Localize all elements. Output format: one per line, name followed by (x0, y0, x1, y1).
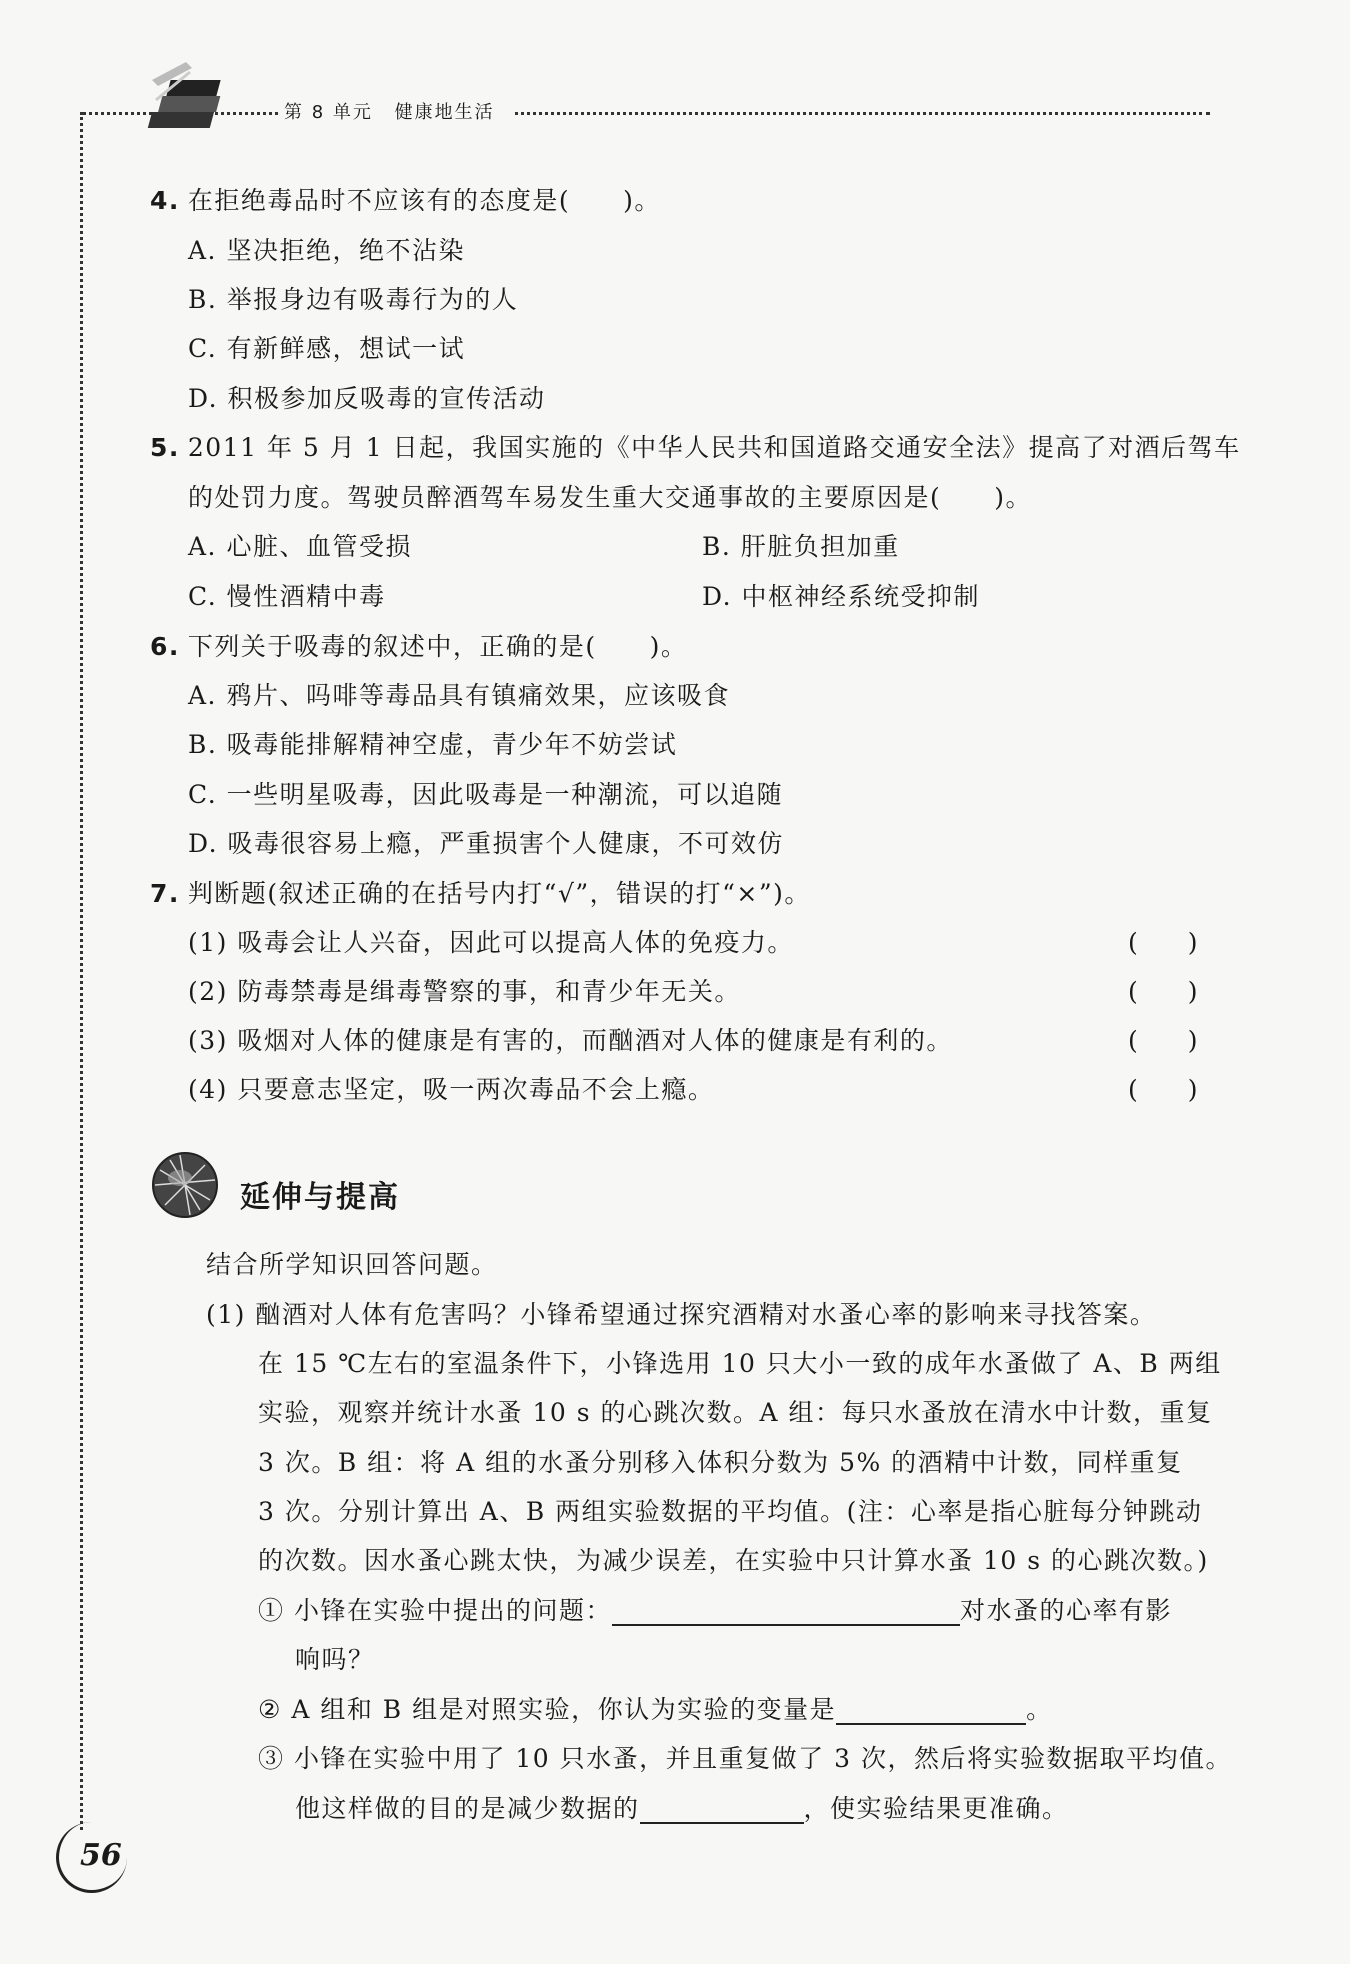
question-5-stem (150, 433, 1241, 463)
question-number: 4. (150, 186, 180, 215)
answer-blank-1[interactable] (612, 1600, 960, 1626)
q5-option-c: C. 慢性酒精中毒 (188, 582, 386, 611)
q6-option-a: A. 鸦片、吗啡等毒品具有镇痛效果，应该吸食 (188, 681, 730, 710)
question-number: 6. (150, 632, 180, 661)
problem-paragraph-5: 3 次。分别计算出 A、B 两组实验数据的平均值。(注：心率是指心脏每分钟跳动 (258, 1497, 1203, 1526)
q5-option-a: A. 心脏、血管受损 (188, 532, 412, 561)
subquestion-1-cont: 响吗？ (295, 1645, 375, 1674)
q7-item-1: (1) 吸毒会让人兴奋，因此可以提高人体的免疫力。 (188, 928, 794, 957)
answer-paren-4[interactable]: ( ) (1128, 1075, 1198, 1104)
question-number: 5. (150, 433, 180, 462)
q7-item-3: (3) 吸烟对人体的健康是有害的，而酗酒对人体的健康是有利的。 (188, 1026, 953, 1055)
problem-paragraph-4: 3 次。B 组：将 A 组的水蚤分别移入体积分数为 5% 的酒精中计数，同样重复 (258, 1448, 1183, 1477)
q4-option-a: A. 坚决拒绝，绝不沾染 (188, 236, 465, 265)
question-text: 2011 年 5 月 1 日起，我国实施的《中华人民共和国道路交通安全法》提高了对酒后驾车 (187, 433, 1241, 462)
question-7-stem (150, 879, 811, 909)
side-dotted-rule (80, 112, 85, 1830)
q6-option-c: C. 一些明星吸毒，因此吸毒是一种潮流，可以追随 (188, 780, 784, 809)
q4-option-b: B. 举报身边有吸毒行为的人 (188, 285, 519, 314)
unit-title: 健康地生活 (394, 102, 495, 123)
question-5-stem-cont: 的处罚力度。驾驶员醉酒驾车易发生重大交通事故的主要原因是( )。 (188, 483, 1033, 512)
subquestion-text: ，使实验结果更准确。 (803, 1794, 1069, 1823)
unit-label: 第 8 单元 (284, 102, 373, 123)
answer-blank-2[interactable] (836, 1699, 1026, 1725)
q6-option-b: B. 吸毒能排解精神空虚，青少年不妨尝试 (188, 730, 678, 759)
subquestion-1 (258, 1596, 1172, 1626)
problem-paragraph-3: 实验，观察并统计水蚤 10 s 的心跳次数。A 组：每只水蚤放在清水中计数，重复 (258, 1398, 1213, 1427)
answer-paren-1[interactable]: ( ) (1128, 928, 1198, 957)
answer-blank-3[interactable] (640, 1798, 804, 1824)
question-text: 在拒绝毒品时不应该有的态度是( )。 (187, 186, 661, 215)
question-number: 7. (150, 879, 180, 908)
question-4-stem (150, 186, 661, 216)
question-text: 判断题(叙述正确的在括号内打“√”，错误的打“×”)。 (187, 879, 811, 908)
q6-option-d: D. 吸毒很容易上瘾，严重损害个人健康，不可效仿 (188, 829, 785, 858)
subquestion-text: ① 小锋在实验中提出的问题： (258, 1596, 612, 1625)
question-text: 下列关于吸毒的叙述中，正确的是( )。 (187, 632, 688, 661)
section-title: 延伸与提高 (240, 1180, 400, 1215)
page-number: 56 (80, 1838, 122, 1873)
q7-item-4: (4) 只要意志坚定，吸一两次毒品不会上瘾。 (188, 1075, 715, 1104)
q4-option-c: C. 有新鲜感，想试一试 (188, 334, 466, 363)
globe-network-icon (150, 1150, 220, 1220)
problem-paragraph-2: 在 15 ℃左右的室温条件下，小锋选用 10 只大小一致的成年水蚤做了 A、B 两组 (258, 1349, 1222, 1378)
q5-option-d: D. 中枢神经系统受抑制 (702, 582, 981, 611)
problem-paragraph-6: 的次数。因水蚤心跳太快，为减少误差，在实验中只计算水蚤 10 s 的心跳次数。) (258, 1546, 1209, 1575)
subquestion-text: 对水蚤的心率有影 (959, 1596, 1172, 1625)
subquestion-2 (258, 1695, 1053, 1725)
problem-paragraph-1: (1) 酗酒对人体有危害吗？小锋希望通过探究酒精对水蚤心率的影响来寻找答案。 (206, 1300, 1157, 1329)
running-header (278, 98, 515, 124)
subquestion-text: 。 (1026, 1695, 1053, 1724)
book-stack-icon (146, 60, 246, 150)
q4-option-d: D. 积极参加反吸毒的宣传活动 (188, 384, 546, 413)
q7-item-2: (2) 防毒禁毒是缉毒警察的事，和青少年无关。 (188, 977, 741, 1006)
header-dotted-rule (82, 112, 1210, 117)
section-intro: 结合所学知识回答问题。 (206, 1250, 498, 1279)
answer-paren-3[interactable]: ( ) (1128, 1026, 1198, 1055)
subquestion-3-cont (295, 1794, 1069, 1824)
q5-option-b: B. 肝脏负担加重 (702, 532, 900, 561)
subquestion-3: ③ 小锋在实验中用了 10 只水蚤，并且重复做了 3 次，然后将实验数据取平均值。 (258, 1744, 1232, 1773)
subquestion-text: 他这样做的目的是减少数据的 (295, 1794, 640, 1823)
subquestion-text: ② A 组和 B 组是对照实验，你认为实验的变量是 (258, 1695, 837, 1724)
question-6-stem (150, 632, 687, 662)
answer-paren-2[interactable]: ( ) (1128, 977, 1198, 1006)
